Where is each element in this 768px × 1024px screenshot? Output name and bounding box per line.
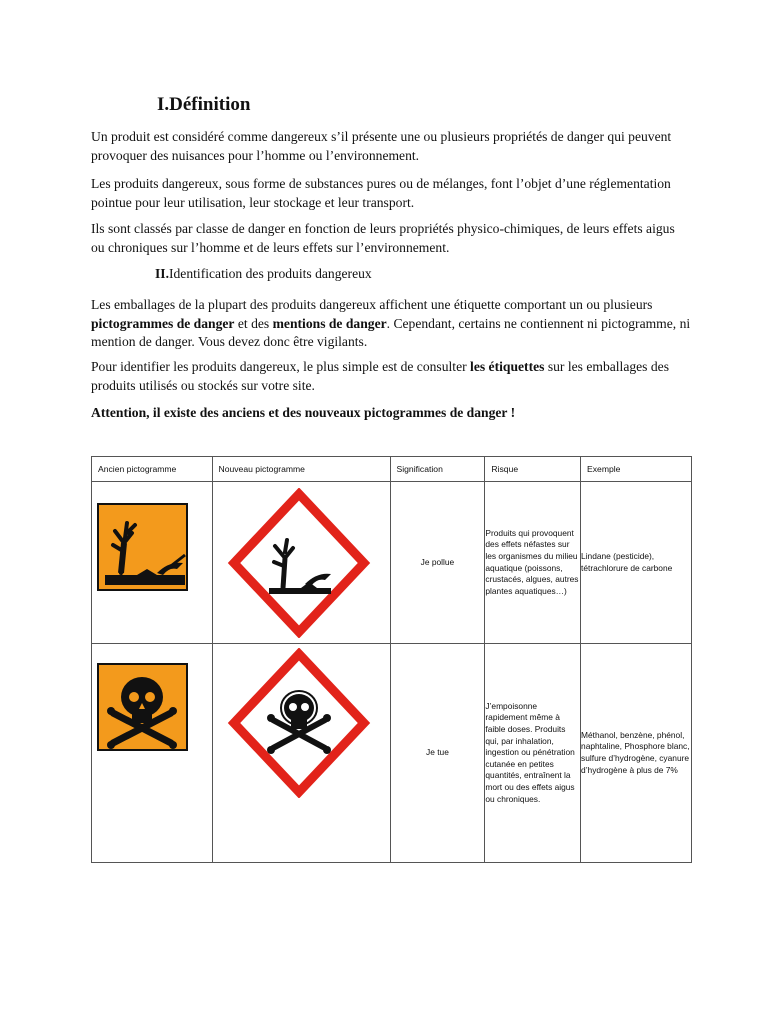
risque-cell: Produits qui provoquent des effets néfastes sur les organismes du milieu aquatique (poissons, crustacés, algues, autres plantes aquatiques…): [485, 482, 581, 644]
section-number: II.: [155, 266, 169, 281]
risque-cell: J’empoisonne rapidement même à faible doses. Produits qui, par inhalation, ingestion ou pénétration cutanée en petites quantités, entraînent la mort ou des effets aigus ou chroniques.: [485, 644, 581, 863]
paragraph-definition-2: Les produits dangereux, sous forme de substances pures ou de mélanges, font l’objet d’une réglementation pointue pour leur utilisation, leur stockage et leur transport.: [91, 176, 671, 210]
section-heading-identification: [155, 266, 372, 282]
old-skull-crossbones-icon: [97, 663, 209, 753]
exemple-cell: Méthanol, benzène, phénol, naphtaline, Phosphore blanc, sulfure d’hydrogène, cyanure d’hydrogène à plus de 7%: [581, 644, 692, 863]
header-ancien: Ancien pictogramme: [92, 457, 213, 482]
pictogram-table: [91, 456, 692, 863]
text-run: et des: [234, 315, 273, 331]
old-pictogram-cell: [92, 482, 213, 644]
section-heading-definition: I.Définition: [157, 94, 251, 115]
text-run: . Cependant, certains ne contiennent ni pictogramme, ni mention de danger. Vous devez donc être vigilants.: [91, 315, 691, 349]
table-header-row: [92, 457, 692, 482]
table-row: [92, 482, 692, 644]
new-pictogram-cell: [212, 644, 390, 863]
old-environment-hazard-icon: [97, 503, 209, 593]
header-exemple: Exemple: [581, 457, 692, 482]
header-signification: Signification: [390, 457, 485, 482]
new-pictogram-cell: [212, 482, 390, 644]
text-run: Les emballages de la plupart des produits dangereux affichent une étiquette comportant un ou plusieurs: [91, 297, 653, 312]
paragraph-definition-1: Un produit est considéré comme dangereux s’il présente une ou plusieurs propriétés de danger qui peuvent provoquer des nuisances pour l’homme ou l’environnement.: [91, 129, 672, 163]
paragraph-definition-3: Ils sont classés par classe de danger en fonction de leurs propriétés physico-chimiques, de leurs effets aigus ou chroniques sur l’homme et de leurs effets sur l’environnement.: [91, 221, 675, 255]
ghs-environment-hazard-icon: [213, 488, 385, 638]
text-run: Pour identifier les produits dangereux, le plus simple est de consulter: [91, 359, 471, 374]
section-title: Identification des produits dangereux: [168, 266, 372, 281]
signification-cell: Je pollue: [390, 482, 485, 644]
signification-cell: Je tue: [390, 644, 485, 863]
header-risque: Risque: [485, 457, 581, 482]
paragraph-identification-2: [91, 358, 691, 395]
bold-term: les étiquettes: [470, 359, 545, 374]
ghs-skull-crossbones-icon: [213, 648, 385, 798]
header-nouveau: Nouveau pictogramme: [212, 457, 390, 482]
exemple-cell: Lindane (pesticide), tétrachlorure de carbone: [581, 482, 692, 644]
table-row: [92, 644, 692, 863]
text-run: sur les emballages des produits utilisés ou stockés sur votre site.: [91, 359, 669, 393]
old-pictogram-cell: [92, 644, 213, 863]
paragraph-identification-1: [91, 296, 691, 352]
bold-term: mentions de danger: [272, 315, 387, 331]
attention-note: Attention, il existe des anciens et des nouveaux pictogrammes de danger !: [91, 405, 516, 420]
bold-term: pictogrammes de danger: [91, 315, 235, 331]
